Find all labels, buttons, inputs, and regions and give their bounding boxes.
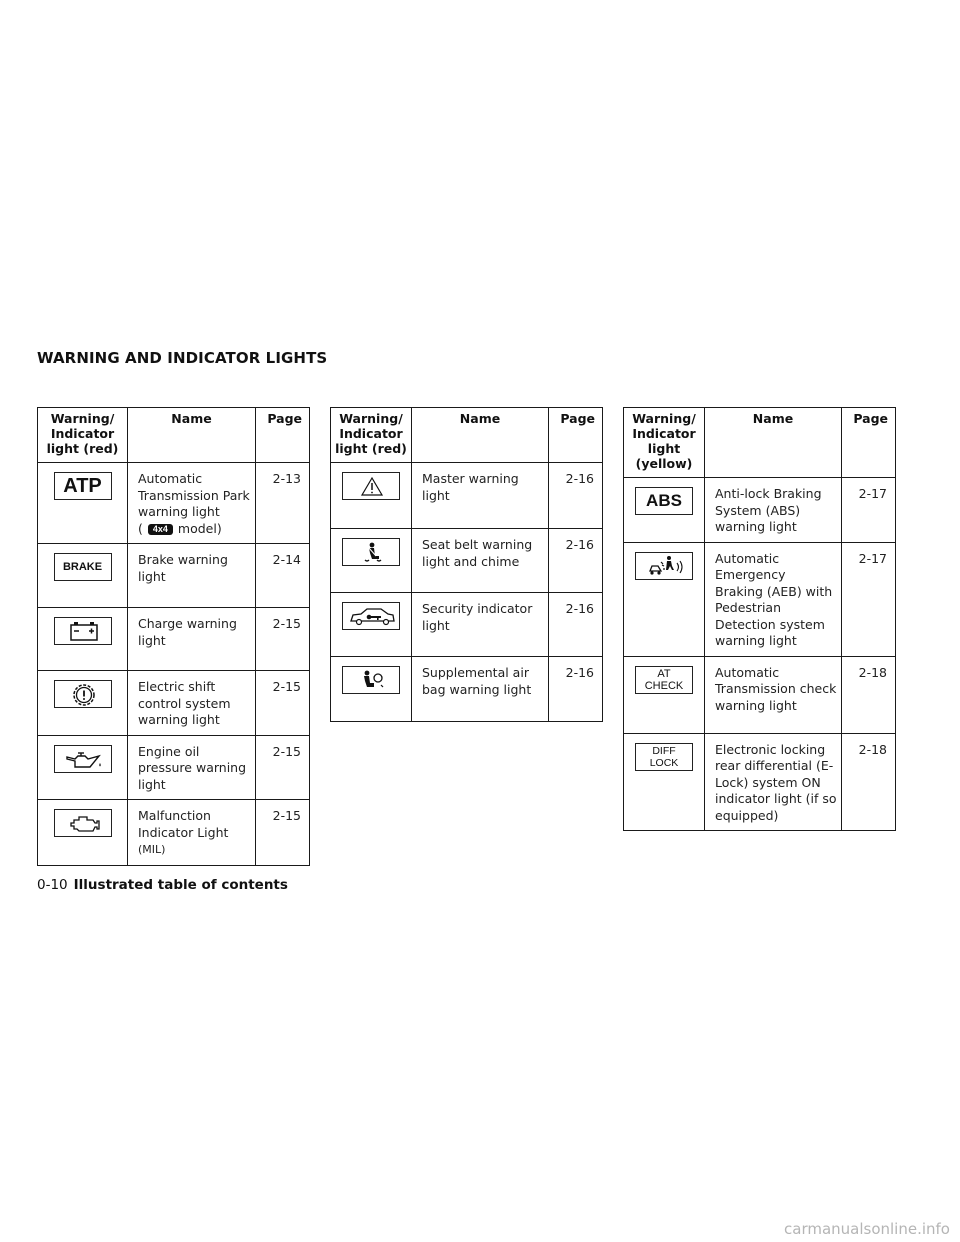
page-number: 0-10 — [37, 877, 68, 893]
table-row — [624, 478, 896, 543]
table-row — [38, 544, 310, 608]
table-row: ATP Automatic Transmission Park warning light ( 4x4 model) 2-13 — [38, 463, 310, 544]
warning-lights-table-red-1 — [37, 407, 310, 866]
table-header-row — [38, 408, 310, 463]
row-name: Electronic locking rear differential (E-Lock) system ON indicator light (if so equipped) — [705, 733, 842, 831]
diff-lock-icon: DIFF LOCK — [635, 743, 693, 771]
header-page-col: Page — [256, 408, 310, 463]
table-row — [38, 608, 310, 671]
warning-lights-table-yellow — [623, 407, 896, 831]
header-icon-col: Warning/ Indicator light (red) — [331, 408, 412, 463]
row-page: 2-13 — [256, 463, 310, 544]
row-name: Brake warning light — [128, 544, 256, 608]
row-name-abbrev: (MIL) — [138, 843, 166, 856]
car-key-icon — [342, 602, 400, 630]
row-page: 2-15 — [256, 671, 310, 736]
table-header-row — [624, 408, 896, 478]
row-name: Anti-lock Braking System (ABS) warning light — [705, 478, 842, 543]
row-name: Engine oil pressure warning light — [128, 735, 256, 800]
table-row — [624, 733, 896, 831]
row-page: 2-18 — [842, 733, 896, 831]
watermark: carmanualsonline.info — [784, 1220, 950, 1238]
row-page: 2-15 — [256, 800, 310, 866]
header-name-col: Name — [128, 408, 256, 463]
table-row — [624, 656, 896, 733]
header-icon-col: Warning/ Indicator light (yellow) — [624, 408, 705, 478]
page-footer — [37, 877, 288, 893]
section-title: WARNING AND INDICATOR LIGHTS — [37, 349, 328, 367]
atp-icon: ATP — [54, 472, 112, 500]
table-row — [331, 463, 603, 529]
aeb-icon — [635, 552, 693, 580]
four-by-four-badge: 4x4 — [148, 524, 173, 535]
row-page: 2-16 — [549, 657, 603, 722]
table-header-row — [331, 408, 603, 463]
row-name: Automatic Transmission Park warning light — [138, 471, 250, 519]
seat-belt-icon — [342, 538, 400, 566]
table-row — [624, 542, 896, 656]
triangle-warning-icon — [342, 472, 400, 500]
battery-icon — [54, 617, 112, 645]
row-name: Master warning light — [412, 463, 549, 529]
engine-icon — [54, 809, 112, 837]
header-page-col: Page — [842, 408, 896, 478]
row-page: 2-15 — [256, 608, 310, 671]
table-row — [331, 529, 603, 593]
table-row — [38, 800, 310, 866]
row-page: 2-14 — [256, 544, 310, 608]
row-name: Supplemental air bag warning light — [412, 657, 549, 722]
oil-can-icon — [54, 745, 112, 773]
row-name: Charge warning light — [128, 608, 256, 671]
row-page: 2-18 — [842, 656, 896, 733]
header-name-col: Name — [412, 408, 549, 463]
row-name: Seat belt warning light and chime — [412, 529, 549, 593]
row-page: 2-16 — [549, 593, 603, 657]
header-page-col: Page — [549, 408, 603, 463]
row-page: 2-17 — [842, 478, 896, 543]
row-name: Electric shift control system warning light — [128, 671, 256, 736]
gear-warning-icon — [54, 680, 112, 708]
at-check-icon: AT CHECK — [635, 666, 693, 694]
table-row — [38, 735, 310, 800]
table-row — [331, 593, 603, 657]
abs-icon: ABS — [635, 487, 693, 515]
table-row — [331, 657, 603, 722]
warning-lights-table-red-2 — [330, 407, 603, 722]
brake-icon: BRAKE — [54, 553, 112, 581]
row-page: 2-15 — [256, 735, 310, 800]
row-name: Automatic Emergency Braking (AEB) with Pedestrian Detection system warning light — [705, 542, 842, 656]
header-name-col: Name — [705, 408, 842, 478]
row-name: Automatic Transmission check warning light — [705, 656, 842, 733]
row-page: 2-16 — [549, 529, 603, 593]
row-name: Malfunction Indicator Light — [138, 808, 229, 840]
row-name: Security indicator light — [412, 593, 549, 657]
row-page: 2-16 — [549, 463, 603, 529]
table-row — [38, 671, 310, 736]
header-icon-col: Warning/ Indicator light (red) — [38, 408, 128, 463]
footer-title: Illustrated table of contents — [73, 877, 288, 893]
airbag-icon — [342, 666, 400, 694]
row-page: 2-17 — [842, 542, 896, 656]
